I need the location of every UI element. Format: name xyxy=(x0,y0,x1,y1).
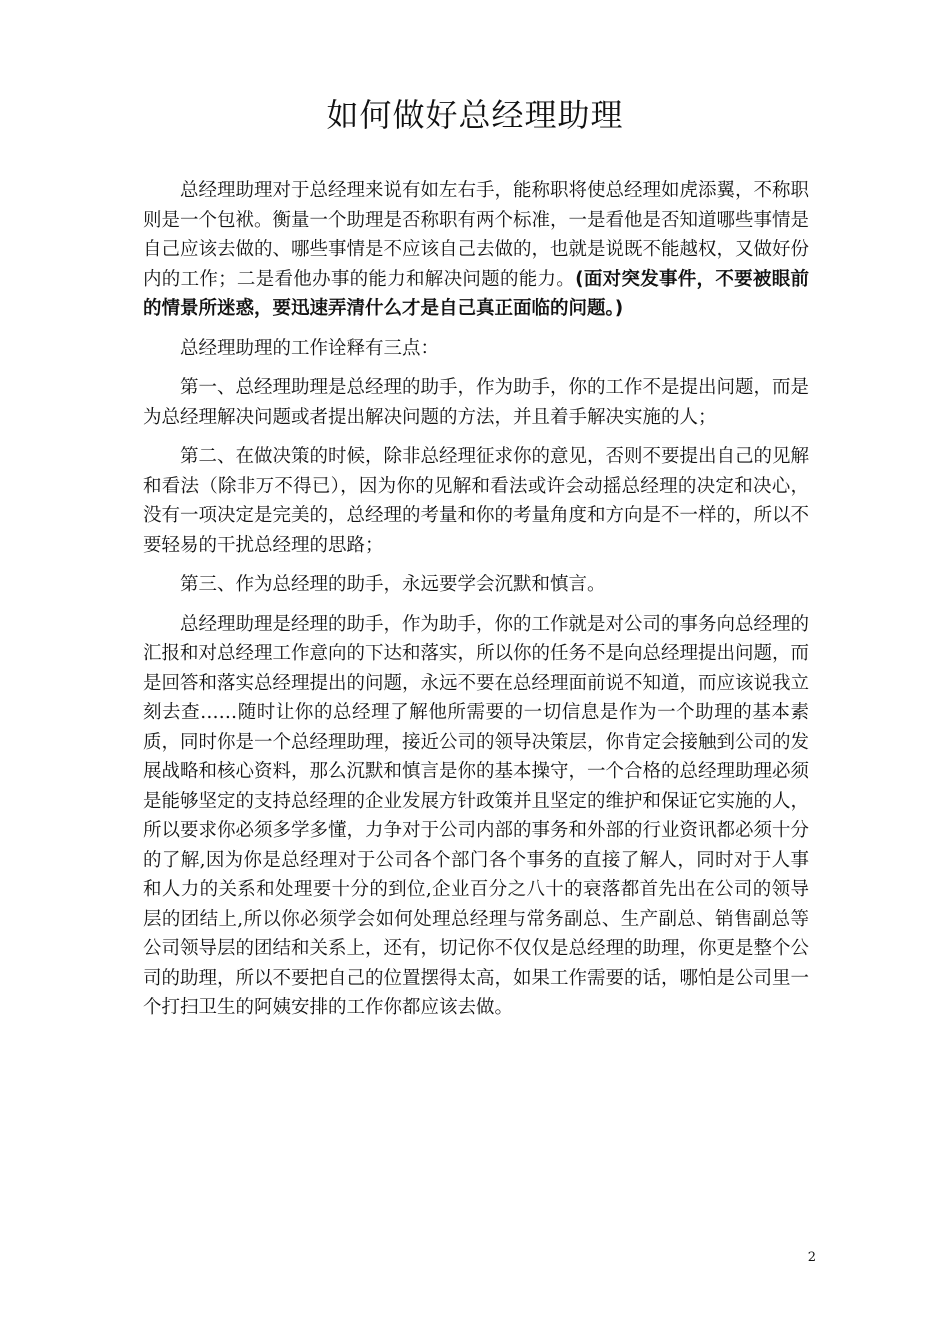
closing-paragraph: 总经理助理是经理的助手，作为助手，你的工作就是对公司的事务向总经理的汇报和对总经理工作意向的下达和落实，所以你的任务不是向总经理提出问题，而是回答和落实总经理提出的问题，永远不要在总经理面前说不知道，而应该说我立刻去查……随时让你的总经理了解他所需要的一切信息是作为一个助理的基本素质，同时你是一个总经理助理，接近公司的领导决策层，你肯定会接触到公司的发展战略和核心资料，那么沉默和慎言是你的基本操守，一个合格的总经理助理必须是能够坚定的支持总经理的企业发展方针政策并且坚定的维护和保证它实施的人，所以要求你必须多学多懂，力争对于公司内部的事务和外部的行业资讯都必须十分的了解,因为你是总经理对于公司各个部门各个事务的直接了解人，同时对于人事和人力的关系和处理要十分的到位,企业百分之八十的衰落都首先出在公司的领导层的团结上,所以你必须学会如何处理总经理与常务副总、生产副总、销售副总等公司领导层的团结和关系上，还有，切记你不仅仅是总经理的助理，你更是整个公司的助理，所以不要把自己的位置摆得太高，如果工作需要的话，哪怕是公司里一个打扫卫生的阿姨安排的工作你都应该去做。 xyxy=(143,613,810,1018)
explanation-heading: 总经理助理的工作诠释有三点： xyxy=(180,337,440,359)
point-three: 第三、作为总经理的助手，永远要学会沉默和慎言。 xyxy=(180,574,606,595)
point-two: 第二、在做决策的时候，除非总经理征求你的意见，否则不要提出自己的见解和看法（除非万不得已），因为你的见解和看法或许会动摇总经理的决定和决心，没有一项决定是完美的，总经理的考量和你的考量角度和方向是不一样的，所以不要轻易的干扰总经理的思路； xyxy=(143,446,810,556)
document-body xyxy=(143,176,809,1033)
document-title: 如何做好总经理助理 xyxy=(326,96,624,134)
point-one: 第一、总经理助理是总经理的助手，作为助手，你的工作不是提出问题，而是为总经理解决问题或者提出解决问题的方法，并且着手解决实施的人； xyxy=(143,377,810,428)
page-number: 2 xyxy=(807,1250,816,1265)
intro-text: 总经理助理对于总经理来说有如左右手，能称职将使总经理如虎添翼，不称职则是一个包袱。衡量一个助理是否称职有两个标准，一是看他是否知道哪些事情是自己应该去做的、哪些事情是不应该自己去做的，也就是说既不能越权，又做好份内的工作；二是看他办事的能力和解决问题的能力。 xyxy=(143,180,810,290)
intro-paragraph xyxy=(143,176,809,324)
intro-emphasis: (面对突发事件，不要被眼前的情景所迷惑，要迅速弄清什么才是自己真正面临的问题。) xyxy=(143,268,809,319)
